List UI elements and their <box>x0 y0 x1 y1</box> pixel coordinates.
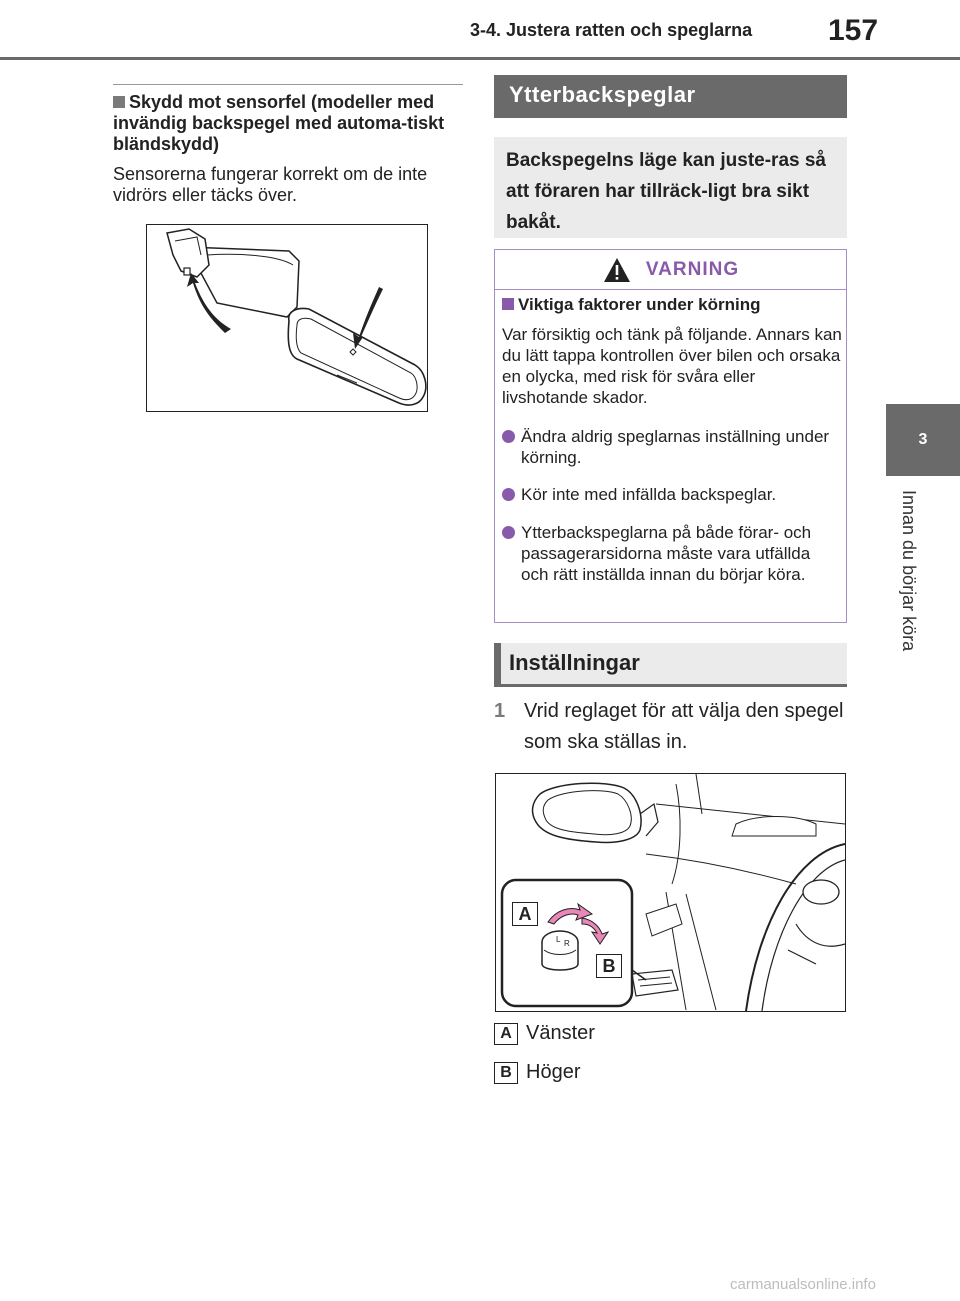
exterior-mirrors-header: Ytterbackspeglar <box>494 75 847 118</box>
header-rule <box>0 57 960 60</box>
settings-header: Inställningar <box>494 643 847 687</box>
warning-title: VARNING <box>645 258 740 280</box>
svg-text:L: L <box>556 935 561 944</box>
warning-triangle-icon <box>602 256 632 284</box>
warning-header <box>495 250 846 290</box>
running-header: 3-4. Justera ratten och speglarna <box>470 20 753 40</box>
bullet-dot-icon <box>502 526 515 539</box>
figure-label-a: A <box>512 902 538 926</box>
warning-box <box>494 249 847 623</box>
page-number: 157 <box>828 14 879 47</box>
bullet-dot-icon <box>502 488 515 501</box>
legend-key: B <box>494 1062 518 1084</box>
warning-bullet-item <box>502 522 837 585</box>
sensor-heading <box>113 92 463 155</box>
warning-bullet-text: Ändra aldrig speglarnas inställning under körning. <box>521 427 830 467</box>
square-bullet-icon <box>502 298 514 310</box>
warning-bullet-item <box>502 484 837 505</box>
legend-item-left <box>494 1022 595 1045</box>
mirror-switch-illustration <box>496 774 845 1011</box>
warning-subheading <box>502 295 842 315</box>
rearview-mirror-figure <box>146 224 428 412</box>
legend-key: A <box>494 1023 518 1045</box>
legend-item-right <box>494 1061 580 1084</box>
warning-body: Var försiktig och tänk på följande. Annars kan du lätt tappa kontrollen över bilen och orsaka en olycka, med risk för svåra eller livshotande skador. <box>502 325 842 407</box>
sensor-body: Sensorerna fungerar korrekt om de inte vidrörs eller täcks över. <box>113 164 428 205</box>
square-bullet-icon <box>113 96 125 108</box>
warning-bullet-text: Ytterbackspeglarna på både förar- och passagerarsidorna måste vara utfällda och rätt inställda innan du börjar köra. <box>521 523 812 584</box>
mirror-switch-figure <box>495 773 846 1012</box>
svg-text:R: R <box>564 939 570 948</box>
step-text: Vrid reglaget för att välja den spegel som ska ställas in. <box>524 700 844 753</box>
watermark: carmanualsonline.info <box>730 1276 876 1293</box>
figure-label-b: B <box>596 954 622 978</box>
left-heading-rule <box>113 84 463 85</box>
warning-bullet-item <box>502 426 837 468</box>
bullet-dot-icon <box>502 430 515 443</box>
sensor-heading-text: Skydd mot sensorfel (modeller med invändig backspegel med automa-tiskt bländskydd) <box>113 92 445 154</box>
chapter-tab <box>886 404 960 476</box>
warning-subheading-text: Viktiga faktorer under körning <box>518 295 761 314</box>
legend-label: Vänster <box>526 1022 595 1044</box>
legend-label: Höger <box>526 1061 581 1083</box>
exterior-mirrors-intro: Backspegelns läge kan juste-ras så att föraren har tillräck-ligt bra sikt bakåt. <box>494 137 847 238</box>
warning-bullet-text: Kör inte med infällda backspeglar. <box>521 485 777 504</box>
step-number: 1 <box>494 700 506 722</box>
step-1 <box>494 696 847 758</box>
chapter-number: 3 <box>918 431 928 448</box>
rearview-mirror-illustration <box>147 225 427 411</box>
chapter-title: Innan du börjar köra <box>899 490 919 652</box>
